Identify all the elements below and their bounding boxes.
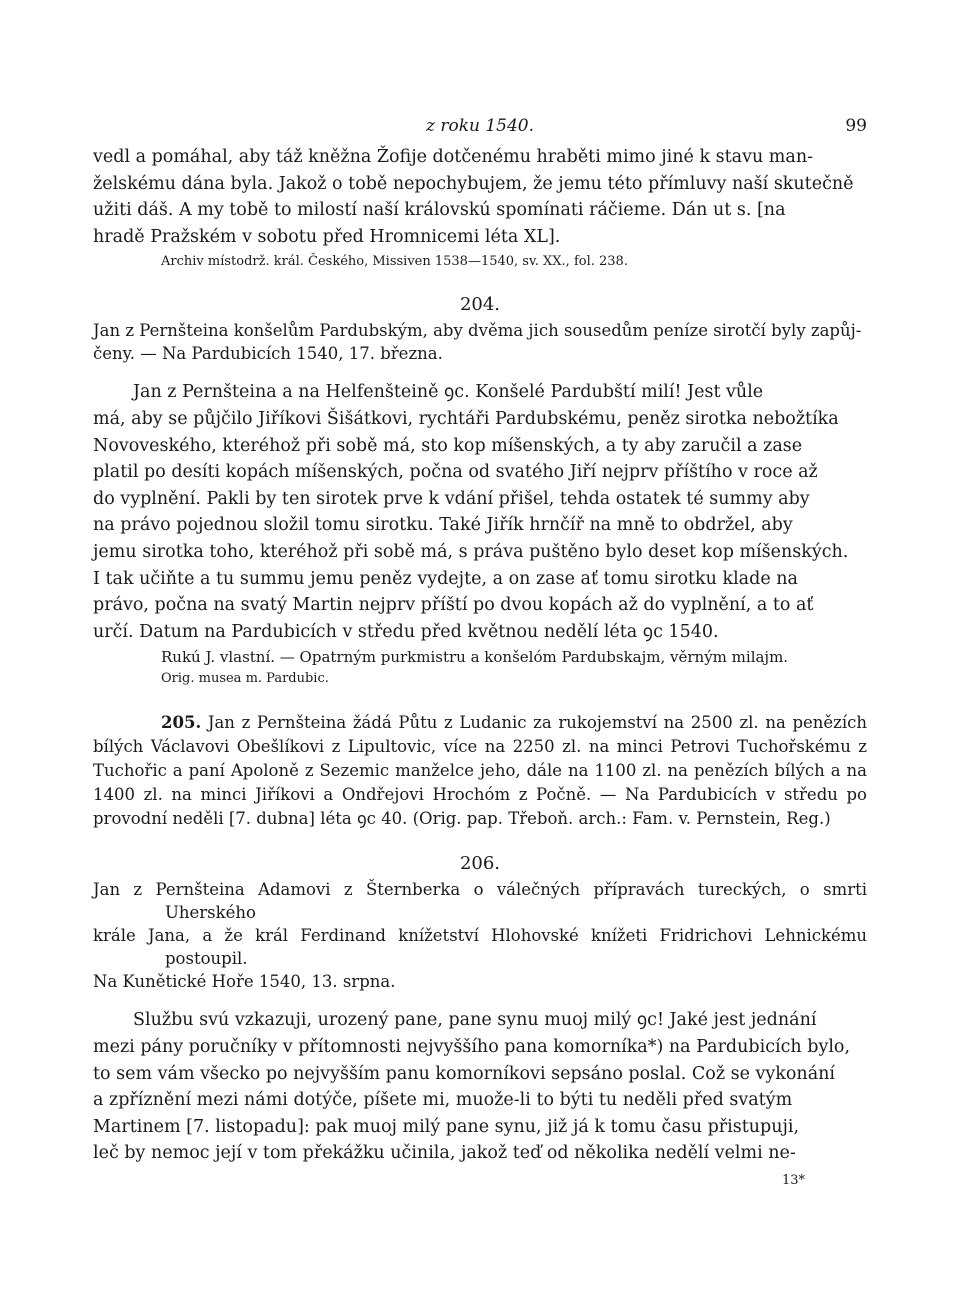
- text-line: vedl a pomáhal, aby táž kněžna Žofije dotčenému hraběti mimo jiné k stavu man-: [93, 147, 814, 167]
- archive-source-note: Archiv místodrž. král. Českého, Missiven 1538—1540, sv. XX., fol. 238.: [161, 254, 628, 270]
- text-line: to sem vám všecko po nejvyšším panu komorníkovi sepsáno poslal. Což se vykonání: [93, 1063, 835, 1084]
- text-line: určí. Datum na Pardubicích v středu před květnou nedělí léta ꝯc 1540.: [93, 621, 719, 642]
- text-line: Jan z Pernšteina a na Helfenšteině ꝯc. Konšelé Pardubští milí! Jest vůle: [133, 382, 764, 403]
- text-line: platil po desíti kopách míšenských, počna od svatého Jiří nejprv příštího v roce až: [93, 462, 818, 483]
- text-line: na právo pojednou složil tomu sirotku. Také Jiřík hrnčíř na mně to obdržel, aby: [93, 515, 793, 536]
- headnote-line: krále Jana, a že král Ferdinand knížetství Hlohovské knížeti Fridrichovi Lehnickému postoupil.: [93, 926, 867, 969]
- sheet-signature-mark: 13*: [781, 1172, 805, 1188]
- text-line: Martinem [7. listopadu]: pak muoj milý pane synu, již já k tomu času přistupuji,: [93, 1116, 800, 1137]
- original-source-note: Orig. musea m. Pardubic.: [161, 671, 329, 687]
- text-line: právo, počna na svatý Martin nejprv příští po dvou kopách až do vyplnění, a to ať: [93, 595, 814, 616]
- document-number-205: 205.: [161, 713, 202, 733]
- text-line: užiti dáš. A my tobě to milostí naší královskú spomínati ráčieme. Dán ut s. [na: [93, 200, 786, 221]
- document-signature: Rukú J. vlastní. — Opatrným purkmistru a konšelóm Pardubskajm, věrným milajm.: [161, 648, 789, 667]
- document-number-206: 206.: [459, 853, 501, 875]
- text-line: leč by nemoc její v tom překážku učinila, jakož teď od několika nedělí velmi ne-: [93, 1143, 796, 1164]
- text-line: do vyplnění. Pakli by ten sirotek prve k vdání přišel, tehda ostatek té summy aby: [93, 488, 810, 509]
- text-line: jemu sirotka toho, kteréhož při sobě má, s práva puštěno bylo deset kop míšenských.: [93, 541, 849, 562]
- document-headnote-204: [93, 319, 867, 365]
- book-page: [93, 116, 867, 1188]
- text-line: Službu svú vzkazuji, urozený pane, pane synu muoj milý ꝯc! Jaké jest jednání: [133, 1010, 817, 1031]
- headnote-line: Jan z Pernšteina konšelům Pardubským, aby dvěma jich sousedům peníze sirotčí byly zapůj-: [93, 321, 862, 341]
- running-title: z roku 1540.: [425, 116, 535, 136]
- document-regest-205: [93, 711, 867, 831]
- running-head: [93, 116, 867, 144]
- document-body-206: [93, 1007, 867, 1167]
- text-line: hradě Pražském v sobotu před Hromnicemi léta XL].: [93, 226, 561, 247]
- text-line: má, aby se půjčilo Jiříkovi Šišátkovi, rychtáři Pardubskému, peněz sirotka nebožtíka: [93, 408, 839, 429]
- document-body-204: [93, 379, 867, 645]
- text-line: a zpříznění mezi námi dotýče, píšete mi, muože-li to býti tu neděli před svatým: [93, 1090, 793, 1111]
- text-line: I tak učiňte a tu summu jemu peněz vydejte, a on zase ať tomu sirotku klade na: [93, 568, 798, 589]
- text-line: mezi pány poručníky v přítomnosti nejvyššího pana komorníka*) na Pardubicích bylo,: [93, 1036, 851, 1057]
- regest-text: Jan z Pernšteina žádá Půtu z Ludanic za rukojemství na 2500 zl. na penězích bílých Václavovi Obešlíkovi z Lipultovic, více na 2250 zl. na minci Petrovi Tuchořskému z Tuchořic a paní Apoloně z Sezemic manželce jeho, dále na 1100 zl. na penězích bílých a na 1400 zl. na minci Jiříkovi a Ondřejovi Hrochóm z Počně. — Na Pardubicích v středu po provodní neděli [7. dubna] léta ꝯc 40. (Orig. pap. Třeboň. arch.: Fam. v. Pernstein, Reg.): [93, 713, 867, 829]
- document-headnote-206: [93, 878, 867, 993]
- page-number: 99: [845, 116, 867, 136]
- document-number-204: 204.: [459, 294, 501, 316]
- prev-document-body: [93, 144, 867, 250]
- headnote-line: Na Kunětické Hoře 1540, 13. srpna.: [93, 972, 396, 992]
- headnote-line: Jan z Pernšteina Adamovi z Šternberka o válečných přípravách tureckých, o smrti Uherského: [93, 880, 867, 923]
- text-line: želskému dána byla. Jakož o tobě nepochybujem, že jemu této přímluvy naší skutečně: [93, 173, 854, 194]
- headnote-line: čeny. — Na Pardubicích 1540, 17. března.: [93, 344, 443, 364]
- text-line: Novoveského, kteréhož při sobě má, sto kop míšenských, a ty aby zaručil a zase: [93, 435, 803, 456]
